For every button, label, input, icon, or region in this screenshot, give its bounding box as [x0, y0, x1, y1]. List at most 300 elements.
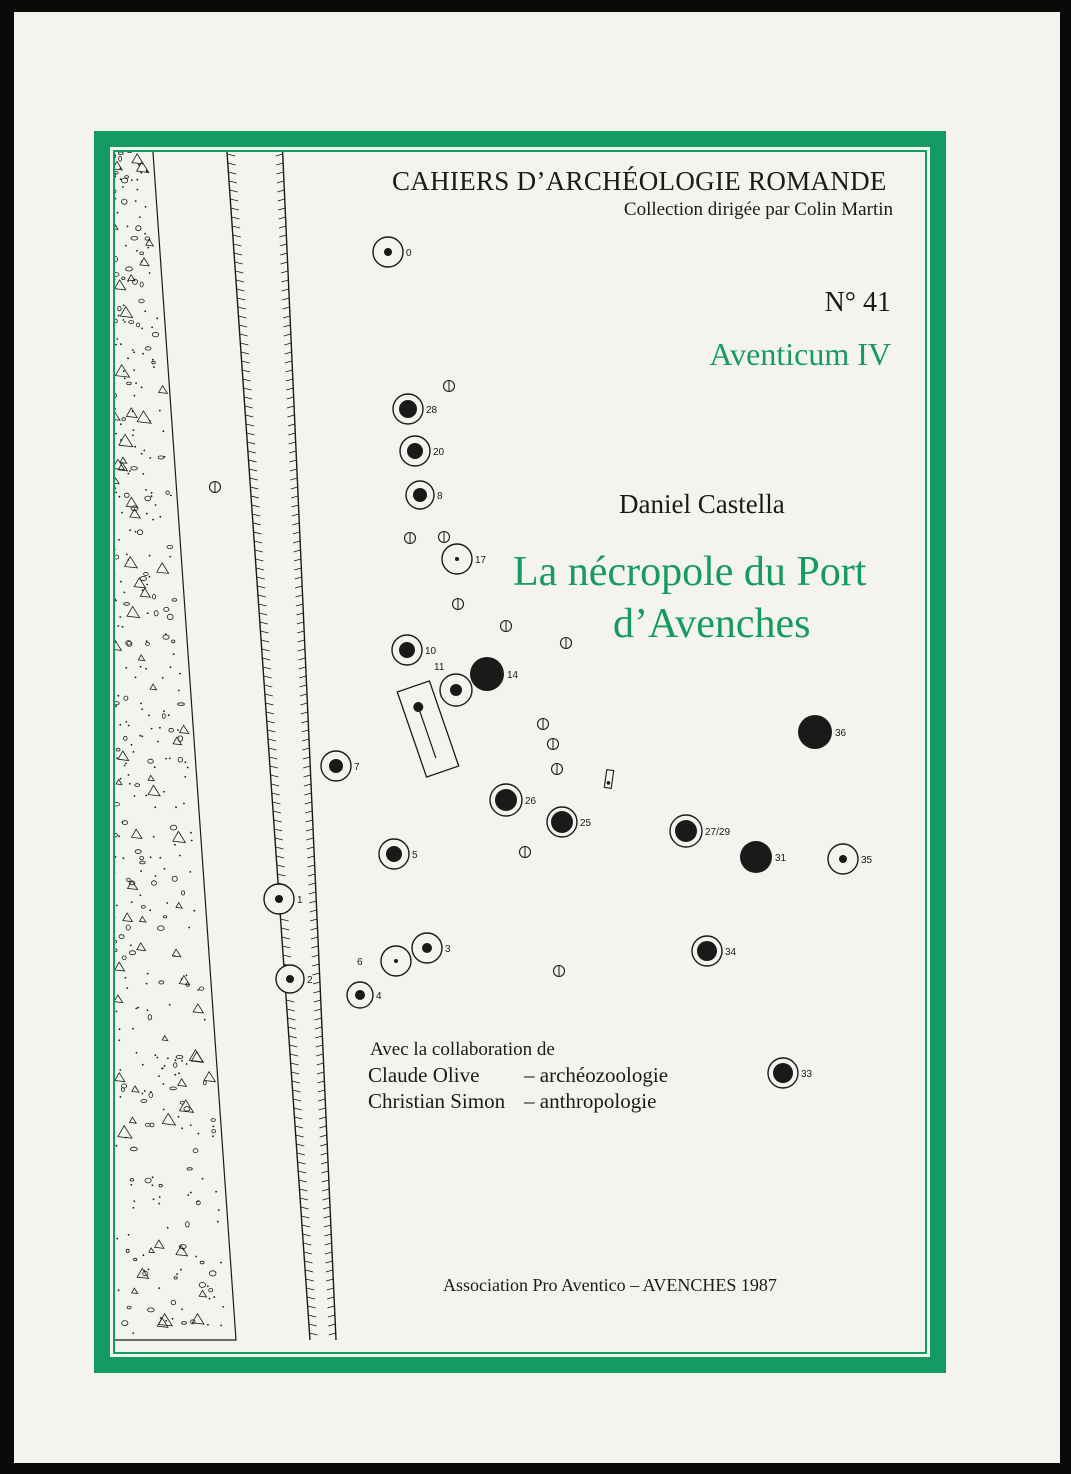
small-object — [604, 770, 613, 789]
gravel-pebble — [199, 1282, 205, 1287]
gravel-dot — [120, 423, 122, 425]
gravel-stone — [180, 725, 189, 733]
road-tick — [280, 244, 287, 246]
road-tick — [285, 352, 292, 354]
gravel-pebble — [130, 1147, 137, 1151]
road-tick — [256, 568, 264, 570]
grave-marker — [379, 839, 418, 869]
road-tick — [293, 1090, 301, 1092]
gravel-dot — [111, 339, 113, 341]
road-tick — [242, 370, 250, 372]
gravel-dot — [113, 1127, 115, 1129]
road-tick — [250, 478, 258, 480]
gravel-pebble — [185, 1222, 189, 1227]
gravel-dot — [131, 744, 133, 746]
gravel-stone — [138, 655, 144, 661]
grave-label: 7 — [354, 762, 360, 773]
gravel-pebble — [113, 273, 119, 277]
gravel-pebble — [152, 332, 158, 337]
gravel-dot — [136, 1052, 138, 1054]
road-tick — [286, 1000, 294, 1002]
road-tick — [262, 658, 270, 660]
gravel-dot — [109, 410, 111, 412]
road-tick — [303, 757, 310, 759]
gravel-stone — [120, 307, 132, 318]
gravel-dot — [141, 736, 143, 738]
gravel-pebble — [127, 150, 133, 153]
gravel-pebble — [105, 995, 111, 998]
gravel-dot — [133, 429, 135, 431]
gravel-dot — [135, 1008, 137, 1010]
road-tick — [282, 946, 290, 948]
gravel-pebble — [104, 636, 109, 641]
road-tick — [318, 1090, 325, 1092]
gravel-dot — [108, 297, 110, 299]
gravel-dot — [177, 729, 179, 731]
gravel-dot — [158, 1075, 160, 1077]
gravel-dot — [107, 818, 109, 820]
road-tick — [303, 766, 310, 768]
excavation-plan — [14, 12, 1060, 1463]
gravel-dot — [123, 304, 125, 306]
road-tick — [254, 532, 262, 534]
gravel-pebble — [133, 279, 138, 284]
gravel-dot — [150, 856, 152, 858]
gravel-dot — [180, 1269, 182, 1271]
gravel-dot — [114, 487, 116, 489]
grave-marker — [406, 481, 443, 509]
gravel-pebble — [137, 323, 140, 327]
posthole-marker — [520, 847, 531, 858]
gravel-pebble — [145, 347, 151, 350]
gravel-dot — [173, 653, 175, 655]
road-tick — [299, 1189, 307, 1191]
gravel-dot — [152, 1176, 154, 1178]
gravel-dot — [107, 983, 109, 985]
gravel-dot — [190, 1124, 192, 1126]
gravel-dot — [144, 233, 146, 235]
volume-subtitle: Aventicum IV — [709, 336, 891, 372]
gravel-dot — [167, 1227, 169, 1229]
gravel-pebble — [113, 702, 120, 705]
road-tick — [243, 388, 251, 390]
road-tick — [252, 505, 260, 507]
road-tick — [285, 361, 292, 363]
gravel-dot — [120, 581, 122, 583]
gravel-dot — [218, 1209, 220, 1211]
gravel-pebble — [122, 956, 126, 960]
road-tick — [300, 1198, 308, 1200]
gravel-dot — [162, 1067, 164, 1069]
gravel-pebble — [134, 1258, 137, 1260]
gravel-dot — [213, 1126, 215, 1128]
gravel-dot — [175, 1059, 177, 1061]
gravel-pebble — [152, 361, 156, 364]
road-tick — [292, 514, 299, 516]
gravel-stone — [115, 1073, 125, 1082]
road-tick — [287, 406, 294, 408]
gravel-pebble — [136, 226, 141, 231]
gravel-pebble — [140, 861, 146, 864]
road-tick — [275, 838, 283, 840]
gravel-dot — [116, 1145, 118, 1147]
gravel-dot — [121, 512, 123, 514]
road-tick — [299, 676, 306, 678]
gravel-dot — [112, 1045, 114, 1047]
gravel-dot — [114, 917, 116, 919]
gravel-dot — [163, 710, 165, 712]
gravel-pebble — [145, 1178, 151, 1183]
road-tick — [291, 496, 298, 498]
gravel-dot — [170, 666, 172, 668]
gravel-dot — [106, 1320, 108, 1322]
gravel-dot — [168, 714, 170, 716]
road-tick — [278, 208, 285, 210]
gravel-pebble — [148, 759, 154, 763]
road-tick — [262, 649, 270, 651]
road-tick — [275, 145, 282, 147]
road-tick — [284, 343, 291, 345]
gravel-dot — [125, 977, 127, 979]
road-tick — [310, 1333, 318, 1335]
gravel-dot — [117, 625, 119, 627]
road-tick — [323, 1207, 330, 1209]
gravel-pebble — [129, 321, 134, 324]
gravel-pebble — [163, 635, 169, 639]
grave-marker — [373, 237, 412, 267]
road-tick — [321, 1171, 328, 1173]
gravel-stone — [148, 775, 154, 781]
gravel-dot — [155, 504, 157, 506]
gravel-dot — [121, 821, 123, 823]
road-tick — [238, 307, 246, 309]
gravel-pebble — [108, 518, 112, 522]
road-tick — [317, 1072, 324, 1074]
road-tick — [289, 1045, 297, 1047]
road-tick — [291, 1063, 299, 1065]
road-tick — [315, 1018, 322, 1020]
gravel-dot — [126, 554, 128, 556]
road-tick — [245, 406, 253, 408]
gravel-pebble — [111, 548, 115, 551]
road-tick — [251, 496, 259, 498]
road-tick — [227, 154, 235, 156]
road-tick — [315, 1027, 322, 1029]
road-tick — [255, 550, 263, 552]
road-tick — [295, 577, 302, 579]
gravel-pebble — [200, 1261, 204, 1264]
road-tick — [296, 613, 303, 615]
gravel-dot — [122, 626, 124, 628]
gravel-dot — [128, 725, 130, 727]
gravel-dot — [149, 576, 151, 578]
gravel-pebble — [119, 156, 122, 161]
road-tick — [297, 1153, 305, 1155]
gravel-pebble — [105, 291, 108, 295]
road-tick — [308, 883, 315, 885]
road-tick — [237, 289, 245, 291]
grave-label: 28 — [426, 405, 438, 416]
grave-label: 1 — [297, 895, 303, 906]
road-tick — [259, 604, 267, 606]
road-tick — [305, 1270, 313, 1272]
gravel-pebble — [113, 190, 116, 193]
road-tick — [319, 1117, 326, 1119]
gravel-dot — [156, 317, 158, 319]
gravel-stone — [113, 478, 119, 484]
gravel-dot — [137, 189, 139, 191]
road-tick — [298, 649, 305, 651]
grave-fill — [407, 443, 423, 459]
gravel-dot — [202, 1178, 204, 1180]
gravel-pebble — [167, 614, 173, 619]
gravel-dot — [186, 975, 188, 977]
gravel-pebble — [121, 178, 127, 183]
grave-marker — [400, 436, 445, 466]
gravel-dot — [126, 150, 128, 152]
road-tick — [286, 388, 293, 390]
road-tick — [235, 262, 243, 264]
gravel-dot — [169, 758, 171, 760]
road-tick — [310, 919, 317, 921]
road-tick — [289, 451, 296, 453]
gravel-dot — [129, 529, 131, 531]
grave-marker — [692, 936, 737, 966]
gravel-dot — [184, 776, 186, 778]
road-tick — [278, 199, 285, 201]
gravel-dot — [157, 1057, 159, 1059]
road-tick — [320, 1144, 327, 1146]
grave-fill — [740, 841, 772, 873]
gravel-pebble — [135, 784, 140, 787]
gravel-dot — [141, 387, 143, 389]
road-tick — [300, 703, 307, 705]
road-tick — [271, 775, 279, 777]
grave-marker — [321, 751, 360, 781]
road-tick — [228, 163, 236, 165]
road-tick — [273, 811, 281, 813]
road-tick — [327, 1297, 334, 1299]
gravel-dot — [183, 803, 185, 805]
road-tick — [293, 541, 300, 543]
posthole-marker — [554, 966, 565, 977]
road-edges — [154, 138, 336, 1340]
road-tick — [294, 1117, 302, 1119]
road-tick — [290, 469, 297, 471]
gravel-dot — [114, 872, 116, 874]
gravel-pebble — [131, 237, 138, 241]
road-tick — [244, 397, 252, 399]
gravel-stone — [120, 457, 127, 463]
road-tick — [249, 469, 257, 471]
gravel-dot — [149, 272, 151, 274]
gravel-dot — [133, 1200, 135, 1202]
road-tick — [318, 1099, 325, 1101]
gravel-dot — [110, 511, 112, 513]
issue-number: N° 41 — [824, 287, 891, 318]
gravel-pebble — [145, 642, 149, 645]
road-tick — [287, 415, 294, 417]
road-tick — [320, 1135, 327, 1137]
gravel-dot — [116, 1238, 118, 1240]
gravel-dot — [193, 910, 195, 912]
gravel-dot — [179, 855, 181, 857]
gravel-dot — [131, 901, 133, 903]
road-tick — [288, 424, 295, 426]
gravel-dot — [209, 1298, 211, 1300]
grave-fill — [386, 846, 402, 862]
gravel-dot — [145, 206, 147, 208]
gravel-pebble — [172, 876, 177, 881]
gravel-dot — [151, 326, 153, 328]
gravel-pebble — [105, 689, 108, 692]
gravel-dot — [134, 395, 136, 397]
road-tick — [281, 262, 288, 264]
gravel-pebble — [169, 728, 174, 732]
road-tick — [236, 280, 244, 282]
gravel-pebble — [109, 335, 113, 339]
road-tick — [276, 154, 283, 156]
gravel-dot — [181, 1308, 183, 1310]
gravel-dot — [212, 1135, 214, 1137]
road-tick — [265, 694, 273, 696]
road-tick — [282, 289, 289, 291]
road-tick — [304, 1261, 312, 1263]
gravel-pebble — [114, 257, 118, 262]
gravel-pebble — [159, 981, 164, 984]
road-tick — [286, 379, 293, 381]
gravel-pebble — [127, 1306, 131, 1309]
grave-label: 36 — [835, 728, 847, 739]
grave-fill — [286, 975, 294, 983]
grave-fill — [422, 943, 432, 953]
posthole-marker — [210, 482, 221, 493]
road-tick — [327, 1306, 334, 1308]
grave-fill — [413, 488, 427, 502]
road-tick — [280, 253, 287, 255]
gravel-dot — [110, 147, 112, 149]
road-tick — [290, 1054, 298, 1056]
gravel-pebble — [124, 603, 130, 606]
road-tick — [317, 1063, 324, 1065]
gravel-dot — [135, 677, 137, 679]
road-tick — [266, 712, 274, 714]
grave-label: 25 — [580, 818, 592, 829]
gravel-stone — [157, 1318, 168, 1328]
road-tick — [255, 559, 263, 561]
grave-marker — [264, 884, 303, 914]
grave-marker — [828, 844, 873, 874]
gravel-stone — [178, 1079, 187, 1087]
gravel-dot — [146, 983, 148, 985]
gravel-dot — [114, 408, 116, 410]
gravel-dot — [130, 1184, 132, 1186]
road-tick — [295, 586, 302, 588]
gravel-stone — [176, 903, 182, 908]
gravel-pebble — [144, 572, 149, 575]
road-tick — [282, 937, 290, 939]
collaborator-name: Christian Simon — [368, 1089, 506, 1113]
road-tick — [281, 280, 288, 282]
grave-fill — [394, 959, 398, 963]
gravel-dot — [189, 871, 191, 873]
gravel-dot — [123, 370, 125, 372]
gravel-stone — [162, 1036, 168, 1041]
gravel-stone — [140, 916, 146, 922]
road-tick — [307, 1297, 315, 1299]
road-tick — [296, 595, 303, 597]
gravel-pebble — [122, 418, 126, 421]
gravel-pebble — [105, 760, 109, 763]
gravel-dot — [139, 735, 141, 737]
road-tick — [267, 730, 275, 732]
gravel-dot — [110, 725, 112, 727]
posthole-marker — [444, 381, 455, 392]
gravel-pebble — [106, 732, 112, 736]
gravel-stone — [179, 1100, 193, 1112]
gravel-dot — [141, 453, 143, 455]
grave-label: 4 — [376, 991, 382, 1002]
road-tick — [281, 919, 289, 921]
gravel-pebble — [129, 951, 135, 955]
grave-marker — [357, 946, 411, 976]
gravel-dot — [132, 349, 134, 351]
road-tick — [323, 1198, 330, 1200]
gravel-dot — [181, 1060, 183, 1062]
gravel-dot — [105, 482, 107, 484]
gravel-dot — [120, 1096, 122, 1098]
series-title: CAHIERS D’ARCHÉOLOGIE ROMANDE — [392, 166, 887, 196]
grave-fill — [495, 789, 517, 811]
road-tick — [300, 685, 307, 687]
gravel-dot — [167, 1057, 169, 1059]
road-tick — [311, 946, 318, 948]
road-tick — [306, 820, 313, 822]
gravel-dot — [135, 531, 137, 533]
grave-label: 33 — [801, 1069, 813, 1080]
gravel-dot — [142, 589, 144, 591]
gravel-stone — [193, 1004, 203, 1013]
road-tick — [232, 226, 240, 228]
gravel-dot — [172, 1318, 174, 1320]
gravel-stone — [149, 1248, 154, 1253]
gravel-dot — [143, 1254, 145, 1256]
gravel-stone — [105, 602, 111, 607]
gravel-dot — [207, 1285, 209, 1287]
gravel-dot — [191, 840, 193, 842]
road-tick — [281, 271, 288, 273]
gravel-dot — [146, 584, 148, 586]
gravel-dot — [119, 167, 121, 169]
gravel-dot — [186, 1063, 188, 1065]
road-tick — [306, 838, 313, 840]
gravel-stone — [137, 943, 146, 951]
gravel-stone — [103, 247, 111, 254]
gravel-pebble — [137, 530, 142, 535]
road-tick — [326, 1279, 333, 1281]
gravel-dot — [112, 1072, 114, 1074]
gravel-dot — [164, 868, 166, 870]
gravel-dot — [197, 989, 199, 991]
gravel-dot — [124, 765, 126, 767]
road-tick — [301, 1207, 309, 1209]
road-tick — [292, 523, 299, 525]
gravel-dot — [151, 728, 153, 730]
gravel-pebble — [178, 757, 182, 762]
gravel-stone — [125, 557, 138, 568]
road-tick — [241, 352, 249, 354]
gravel-dot — [116, 905, 118, 907]
